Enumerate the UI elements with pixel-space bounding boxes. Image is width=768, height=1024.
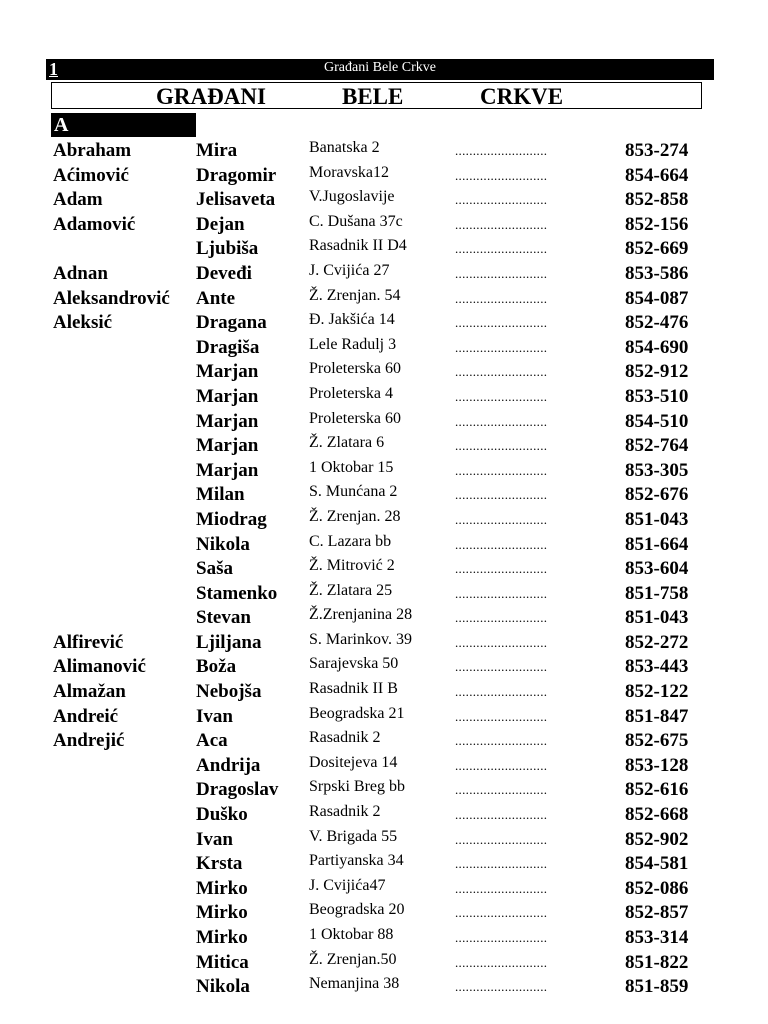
phone-number: 851-043: [625, 607, 689, 629]
address: Partiyanska 34: [309, 852, 404, 870]
phone-number: 852-858: [625, 189, 689, 211]
address: Rasadnik II B: [309, 680, 398, 698]
address: Ž. Mitrović 2: [309, 557, 395, 575]
dot-leader: ..........................: [455, 930, 548, 945]
dot-leader: ..........................: [455, 807, 548, 823]
phone-number: 852-676: [625, 484, 689, 506]
dot-leader: ..........................: [455, 413, 548, 429]
list-item: [0, 975, 768, 1000]
first-name: Nikola: [196, 976, 250, 998]
surname: Adnan: [53, 262, 108, 284]
dot-leader: ..........................: [455, 634, 548, 650]
address: Proleterska 60: [309, 360, 401, 378]
address: Rasadnik II D4: [309, 237, 407, 255]
first-name: Boža: [196, 656, 237, 678]
phone-number: 852-476: [625, 312, 689, 334]
first-name: Stamenko: [196, 582, 278, 604]
first-name: Nebojša: [196, 681, 262, 703]
dot-leader: ..........................: [455, 315, 548, 331]
surname: Alfirević: [53, 631, 124, 653]
first-name: Krsta: [196, 853, 243, 875]
surname: Aleksandrović: [53, 287, 170, 309]
dot-leader: ..........................: [455, 388, 548, 404]
first-name: Duško: [196, 804, 248, 826]
dot-leader: ..........................: [455, 659, 548, 675]
phone-number: 852-086: [625, 877, 689, 899]
dot-leader: ..........................: [455, 167, 548, 183]
phone-number: 851-822: [625, 951, 689, 973]
first-name: Ljubiša: [196, 238, 259, 260]
dot-leader: ..........................: [455, 143, 548, 158]
dot-leader: ..........................: [455, 511, 548, 527]
address: Beogradska 20: [309, 901, 405, 919]
phone-number: 854-581: [625, 853, 689, 875]
section-letter: A: [51, 113, 196, 137]
phone-number: 851-758: [625, 582, 689, 604]
first-name: Dragomir: [196, 164, 277, 186]
address: Lele Radulj 3: [309, 335, 397, 353]
phone-number: 852-675: [625, 730, 689, 752]
surname: Adam: [53, 189, 103, 211]
first-name: Dragoslav: [196, 779, 279, 801]
dot-leader: ..........................: [455, 487, 548, 503]
address: V. Brigada 55: [309, 827, 398, 845]
phone-number: 852-669: [625, 238, 689, 260]
address: Ž. Zrenjan.50: [309, 950, 397, 968]
address: Ž. Zrenjan. 54: [309, 286, 401, 304]
dot-leader: ..........................: [455, 462, 548, 478]
dot-leader: ..........................: [455, 610, 548, 626]
address: Srpski Breg bb: [309, 778, 405, 796]
phone-number: 851-847: [625, 705, 689, 727]
phone-number: 854-510: [625, 410, 689, 432]
dot-leader: ..........................: [455, 585, 548, 601]
first-name: Milan: [196, 484, 245, 506]
surname: Almažan: [53, 681, 126, 703]
phone-number: 852-122: [625, 681, 689, 703]
address: J. Cvijića 27: [309, 261, 390, 279]
list-item: [0, 778, 768, 803]
address: V.Jugoslavije: [309, 188, 395, 206]
first-name: Marjan: [196, 459, 259, 481]
phone-number: 853-510: [625, 385, 689, 407]
dot-leader: ..........................: [455, 905, 548, 921]
phone-number: 852-156: [625, 213, 689, 235]
phone-number: 854-690: [625, 336, 689, 358]
first-name: Saša: [196, 558, 233, 580]
dot-leader: ..........................: [455, 831, 548, 847]
dot-leader: ..........................: [455, 708, 548, 724]
dot-leader: ..........................: [455, 364, 548, 380]
dot-leader: ..........................: [455, 782, 548, 798]
dot-leader: ..........................: [455, 339, 548, 355]
phone-number: 853-443: [625, 656, 689, 678]
first-name: Andrija: [196, 754, 261, 776]
address: Rasadnik 2: [309, 803, 381, 821]
first-name: Dragiša: [196, 336, 260, 358]
phone-number: 851-859: [625, 976, 689, 998]
directory-list: [0, 139, 768, 1000]
dot-leader: ..........................: [455, 290, 548, 306]
first-name: Aca: [196, 730, 228, 752]
dot-leader: ..........................: [455, 265, 548, 281]
first-name: Ante: [196, 287, 236, 309]
first-name: Mirko: [196, 902, 248, 924]
address: Ž. Zlatara 6: [309, 434, 385, 452]
phone-number: 852-272: [625, 631, 689, 653]
address: Proleterska 60: [309, 409, 401, 427]
dot-leader: ..........................: [455, 684, 548, 700]
dot-leader: ..........................: [455, 979, 548, 995]
address: Ž.Zrenjanina 28: [309, 606, 413, 624]
surname: Aćimović: [53, 164, 129, 186]
phone-number: 851-043: [625, 508, 689, 530]
dot-leader: ..........................: [455, 856, 548, 872]
first-name: Marjan: [196, 361, 259, 383]
phone-number: 854-664: [625, 164, 689, 186]
address: Proleterska 4: [309, 384, 393, 402]
page-number: 1: [49, 59, 58, 79]
first-name: Dragana: [196, 312, 267, 334]
address: 1 Oktobar 88: [309, 926, 394, 943]
address: Beogradska 21: [309, 704, 405, 722]
address: 1 Oktobar 15: [309, 458, 394, 476]
first-name: Mira: [196, 140, 238, 161]
first-name: Marjan: [196, 410, 259, 432]
surname: Alimanović: [53, 656, 146, 678]
phone-number: 853-128: [625, 754, 689, 776]
surname: Andrejić: [53, 730, 125, 752]
address: Ž. Zrenjan. 28: [309, 507, 401, 525]
first-name: Ivan: [196, 705, 233, 727]
surname: Andreić: [53, 705, 119, 727]
phone-number: 853-604: [625, 558, 689, 580]
address: Đ. Jakšića 14: [309, 311, 395, 329]
dot-leader: ..........................: [455, 536, 548, 552]
dot-leader: ..........................: [455, 954, 548, 970]
running-header: [46, 59, 714, 80]
title-word-2: BELE: [342, 84, 404, 109]
first-name: Dejan: [196, 213, 245, 235]
title-word-3: CRKVE: [480, 84, 564, 109]
dot-leader: ..........................: [455, 561, 548, 577]
address: S. Munćana 2: [309, 483, 398, 501]
first-name: Miodrag: [196, 508, 267, 530]
first-name: Marjan: [196, 385, 259, 407]
surname: Aleksić: [53, 312, 113, 334]
first-name: Mirko: [196, 927, 248, 948]
first-name: Ivan: [196, 828, 233, 850]
title-word-1: GRAĐANI: [156, 84, 266, 109]
phone-number: 854-087: [625, 287, 689, 309]
dot-leader: ..........................: [455, 757, 548, 773]
address: J. Cvijića47: [309, 876, 386, 894]
first-name: Jelisaveta: [196, 189, 276, 211]
phone-number: 852-912: [625, 361, 689, 383]
dot-leader: ..........................: [455, 438, 548, 454]
first-name: Marjan: [196, 435, 259, 457]
page-title: [51, 82, 702, 109]
first-name: Deveđi: [196, 262, 252, 284]
phone-number: 853-305: [625, 459, 689, 481]
address: Nemanjina 38: [309, 975, 400, 993]
address: S. Marinkov. 39: [309, 630, 412, 648]
running-title: Građani Bele Crkve: [324, 60, 436, 75]
dot-leader: ..........................: [455, 216, 548, 232]
phone-number: 853-586: [625, 262, 689, 284]
phone-number: 853-314: [625, 927, 689, 948]
phone-number: 852-616: [625, 779, 689, 801]
dot-leader: ..........................: [455, 241, 548, 257]
first-name: Mitica: [196, 951, 249, 973]
list-item: [0, 705, 768, 730]
address: C. Dušana 37c: [309, 212, 403, 230]
address: Ž. Zlatara 25: [309, 581, 393, 599]
dot-leader: ..........................: [455, 733, 548, 749]
address: Banatska 2: [309, 139, 380, 156]
phone-number: 853-274: [625, 140, 689, 161]
phone-number: 852-764: [625, 435, 689, 457]
address: Rasadnik 2: [309, 729, 381, 747]
phone-number: 852-668: [625, 804, 689, 826]
address: Moravska12: [309, 163, 389, 181]
surname: Adamović: [53, 213, 136, 235]
first-name: Mirko: [196, 877, 248, 899]
first-name: Stevan: [196, 607, 251, 629]
first-name: Nikola: [196, 533, 250, 555]
phone-number: 851-664: [625, 533, 689, 555]
surname: Abraham: [53, 140, 132, 161]
dot-leader: ..........................: [455, 192, 548, 208]
phone-number: 852-902: [625, 828, 689, 850]
address: C. Lazara bb: [309, 532, 392, 550]
dot-leader: ..........................: [455, 880, 548, 896]
phone-number: 852-857: [625, 902, 689, 924]
address: Sarajevska 50: [309, 655, 399, 673]
address: Dositejeva 14: [309, 753, 398, 771]
first-name: Ljiljana: [196, 631, 262, 653]
